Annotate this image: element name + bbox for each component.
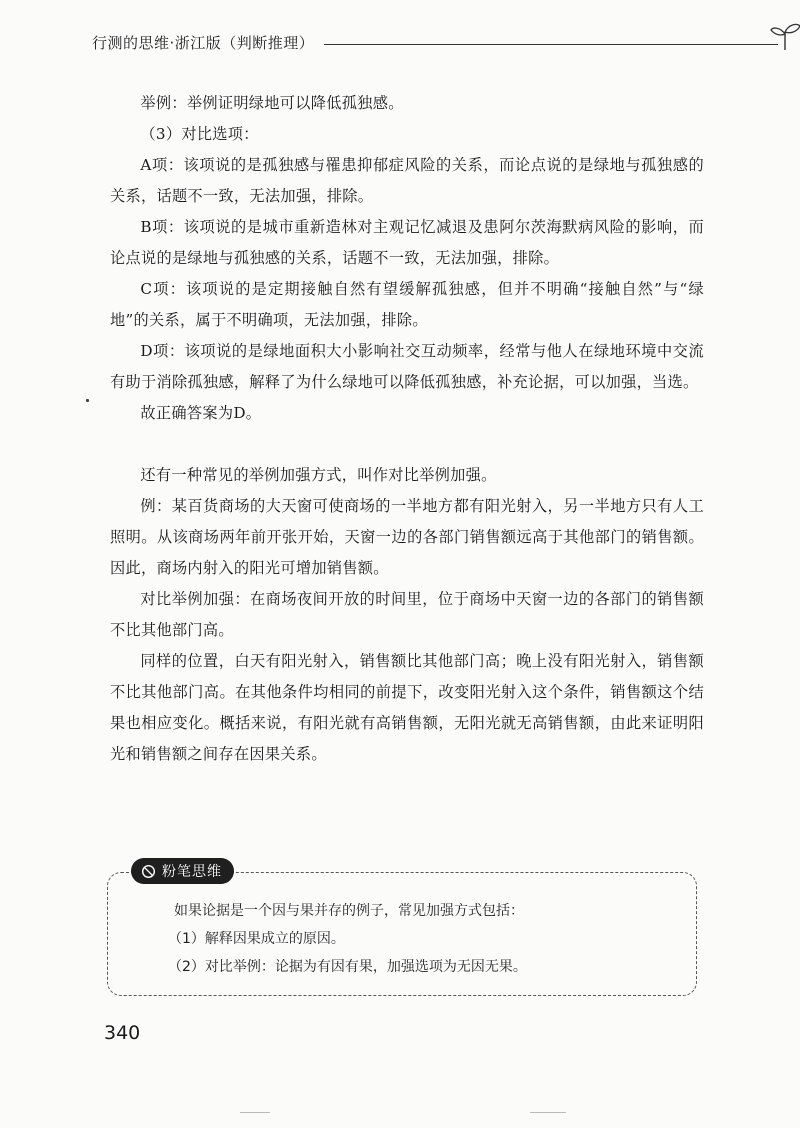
paragraph-answer: 故正确答案为D。 — [140, 404, 262, 422]
paragraph-option-b: B项：该项说的是城市重新造林对主观记忆减退及患阿尔茨海默病风险的影响，而论点说的是绿地与孤独感的关系，话题不一致，无法加强，排除。 — [110, 218, 704, 267]
paragraph: 举例：举例证明绿地可以降低孤独感。 — [140, 94, 404, 112]
running-header — [92, 31, 732, 55]
note-badge — [131, 858, 234, 884]
body-text — [110, 88, 704, 770]
header-rule — [324, 44, 778, 45]
note-line: （1）解释因果成立的原因。 — [168, 931, 345, 947]
book-title: 行测的思维·浙江版（判断推理） — [92, 34, 315, 52]
paragraph: 同样的位置，白天有阳光射入，销售额比其他部门高；晚上没有阳光射入，销售额不比其他部门高。在其他条件均相同的前提下，改变阳光射入这个条件，销售额这个结果也相应变化。概括来说，有阳光就有高销售额，无阳光就无高销售额，由此来证明阳光和销售额之间存在因果关系。 — [110, 652, 704, 763]
paragraph: 对比举例加强：在商场夜间开放的时间里，位于商场中天窗一边的各部门的销售额不比其他部门高。 — [110, 590, 704, 639]
paragraph-option-a: A项：该项说的是孤独感与罹患抑郁症风险的关系，而论点说的是绿地与孤独感的关系，话题不一致，无法加强，排除。 — [110, 156, 704, 205]
note-badge-label: 粉笔思维 — [162, 864, 222, 880]
ban-icon — [141, 864, 156, 879]
note-line: 如果论据是一个因与果并存的例子，常见加强方式包括： — [174, 903, 524, 919]
paragraph-option-d: D项：该项说的是绿地面积大小影响社交互动频率，经常与他人在绿地环境中交流有助于消除孤独感，解释了为什么绿地可以降低孤独感，补充论据，可以加强，当选。 — [110, 342, 704, 391]
paragraph: 还有一种常见的举例加强方式，叫作对比举例加强。 — [140, 466, 497, 484]
note-content — [168, 897, 668, 981]
note-line: （2）对比举例：论据为有因有果，加强选项为无因无果。 — [168, 959, 527, 975]
page-number: 340 — [104, 1022, 141, 1044]
paragraph: （3）对比选项： — [140, 125, 259, 143]
paragraph-option-c: C项：该项说的是定期接触自然有望缓解孤独感，但并不明确“接触自然”与“绿地”的关系，属于不明确项，无法加强，排除。 — [110, 280, 704, 329]
paragraph-example: 例：某百货商场的大天窗可使商场的一半地方都有阳光射入，另一半地方只有人工照明。从该商场两年前开张开始，天窗一边的各部门销售额远高于其他部门的销售额。因此，商场内射入的阳光可增加销售额。 — [110, 497, 704, 577]
scan-mark — [530, 1112, 566, 1113]
scan-speck — [86, 399, 89, 402]
sprout-icon — [768, 18, 800, 52]
scan-mark — [240, 1112, 270, 1113]
